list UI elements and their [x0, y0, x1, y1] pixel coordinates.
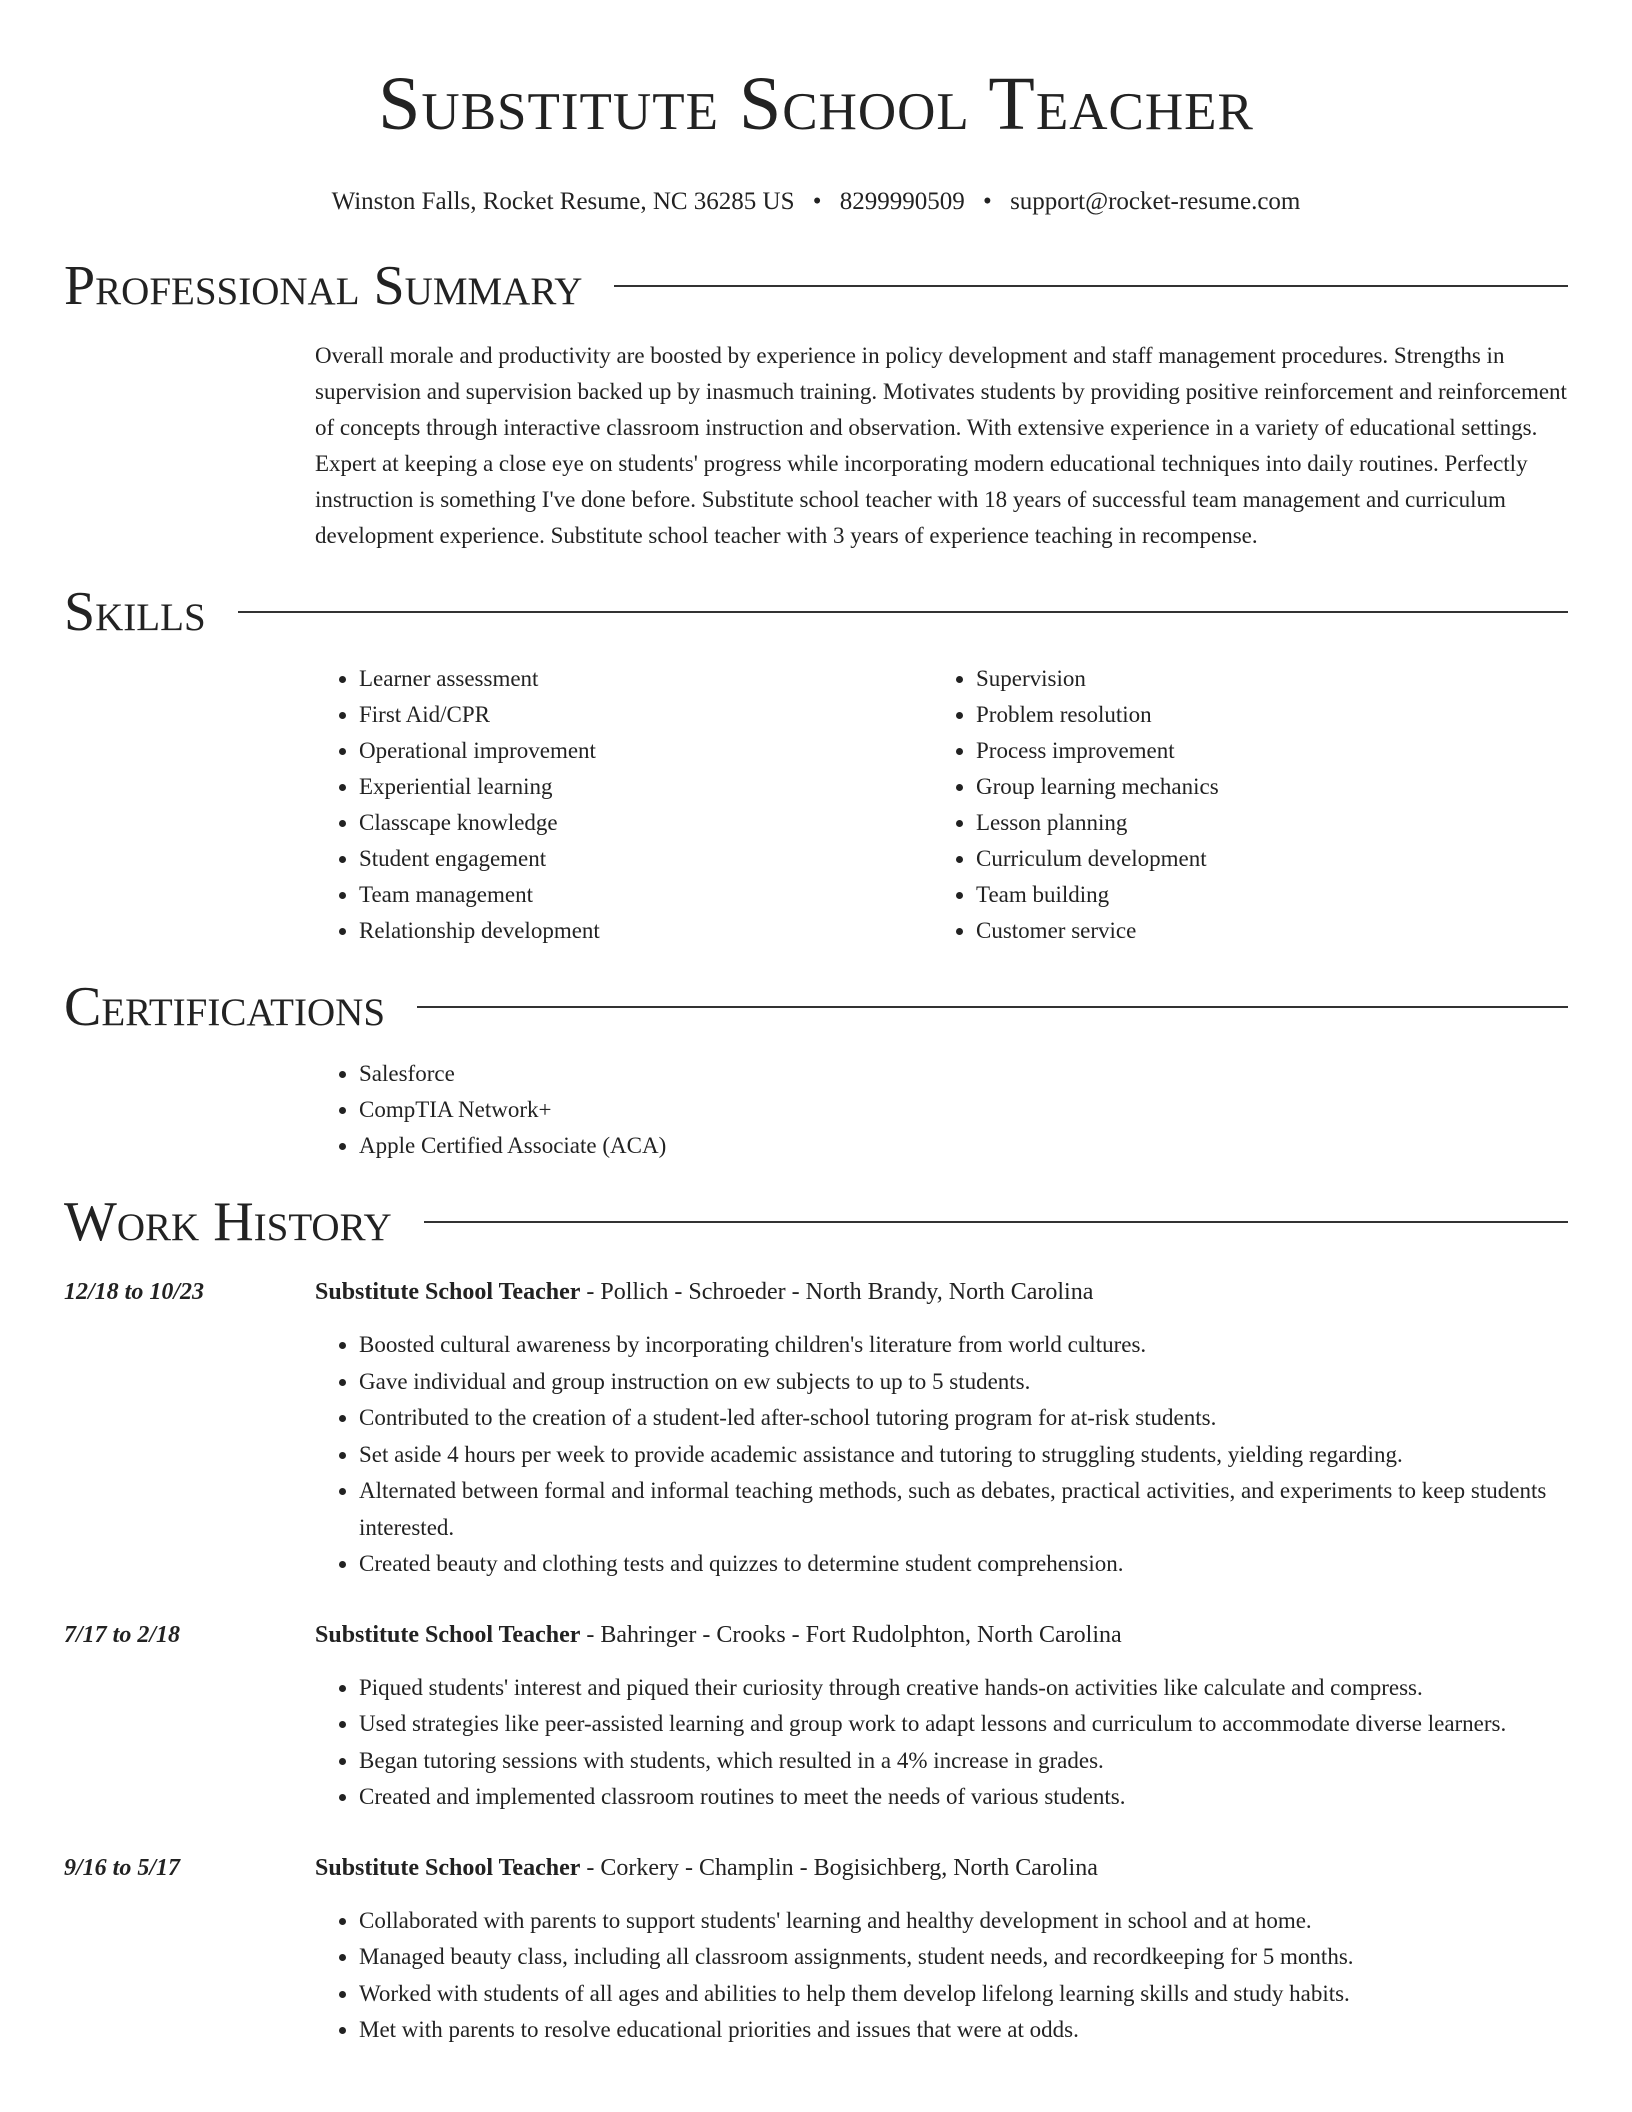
job-role: Substitute School Teacher — [315, 1621, 581, 1648]
certifications-body — [315, 1056, 1568, 1164]
list-item: • Lesson planning — [976, 805, 1549, 841]
skills-grid — [315, 661, 1568, 949]
section-heading-summary — [64, 254, 1568, 318]
section-heading-work-history — [64, 1190, 1568, 1254]
list-item: • First Aid/CPR — [359, 697, 932, 733]
list-item: • Team management — [359, 877, 932, 913]
job-entry — [64, 1850, 1568, 2049]
section-title: Skills — [64, 581, 206, 643]
list-item: • Group learning mechanics — [976, 769, 1549, 805]
skills-column-right — [932, 661, 1549, 949]
list-item: • Collaborated with parents to support students' learning and healthy development in school and at home. — [359, 1903, 1568, 1940]
contact-separator: • — [812, 188, 822, 215]
list-item: • Boosted cultural awareness by incorporating children's literature from world cultures. — [359, 1327, 1568, 1364]
list-item: • Relationship development — [359, 913, 932, 949]
list-item: • Set aside 4 hours per week to provide academic assistance and tutoring to struggling students, yielding regarding. — [359, 1437, 1568, 1474]
list-item: • Team building — [976, 877, 1549, 913]
resume-name: Substitute School Teacher — [378, 62, 1254, 146]
skills-section — [64, 580, 1568, 949]
section-title: Certifications — [64, 976, 386, 1038]
list-item: • Used strategies like peer-assisted learning and group work to adapt lessons and curriculum to accommodate diverse learners. — [359, 1706, 1568, 1743]
section-title: Professional Summary — [64, 255, 583, 317]
job-employer: - Bahringer - Crooks - Fort Rudolphton, North Carolina — [580, 1621, 1122, 1648]
section-divider — [417, 1006, 1568, 1008]
list-item: • Piqued students' interest and piqued their curiosity through creative hands-on activities like calculate and compress. — [359, 1670, 1568, 1707]
job-role: Substitute School Teacher — [315, 1279, 581, 1305]
job-employer: - Corkery - Champlin - Bogisichberg, North Carolina — [580, 1854, 1098, 1881]
list-item: • Contributed to the creation of a student-led after-school tutoring program for at-risk students. — [359, 1400, 1568, 1437]
list-item: • Classcape knowledge — [359, 805, 932, 841]
contact-separator: • — [983, 188, 992, 215]
summary-body — [315, 338, 1568, 554]
job-dates: 9/16 to 5/17 — [64, 1854, 181, 1881]
contact-line — [64, 186, 1568, 218]
list-item: • Curriculum development — [976, 841, 1549, 877]
job-employer: - Pollich - Schroeder - North Brandy, North Carolina — [580, 1279, 1094, 1305]
list-item: • Met with parents to resolve educational priorities and issues that were at odds. — [359, 2012, 1568, 2049]
job-dates: 7/17 to 2/18 — [64, 1621, 181, 1648]
job-bullets — [315, 1670, 1568, 1816]
list-item: • Apple Certified Associate (ACA) — [359, 1128, 1568, 1164]
summary-section — [64, 254, 1568, 554]
list-item: • Worked with students of all ages and abilities to help them develop lifelong learning skills and study habits. — [359, 1976, 1568, 2013]
section-title: Work History — [64, 1191, 392, 1253]
skills-column-left — [315, 661, 932, 949]
contact-phone: 8299990509 — [839, 188, 965, 215]
list-item: • Customer service — [976, 913, 1549, 949]
section-heading-certifications — [64, 975, 1568, 1039]
job-details — [315, 1617, 1568, 1816]
certifications-section — [64, 975, 1568, 1164]
job-entry — [64, 1617, 1568, 1816]
skills-list-left — [315, 661, 932, 949]
list-item: • Learner assessment — [359, 661, 932, 697]
section-divider — [238, 611, 1568, 613]
section-divider — [614, 285, 1568, 287]
job-details — [315, 1274, 1568, 1583]
list-item: • Managed beauty class, including all classroom assignments, student needs, and recordkeeping for 5 months. — [359, 1939, 1568, 1976]
list-item: • Gave individual and group instruction on ew subjects to up to 5 students. — [359, 1364, 1568, 1401]
job-entry — [64, 1274, 1568, 1583]
summary-text: Overall morale and productivity are boosted by experience in policy development and staff management procedures. Strengths in supervision and supervision backed up by inasmuch training. Motivates students by providing positive reinforcement and reinforcement of concepts through interactive classroom instruction and observation. With extensive experience in a variety of educational settings. Expert at keeping a close eye on students' progress while incorporating modern educational techniques into daily routines. Perfectly instruction is something I've done before. Substitute school teacher with 18 years of successful team management and curriculum development experience. Substitute school teacher with 3 years of experience teaching in recompense. — [315, 343, 1567, 548]
job-title-line — [315, 1274, 1568, 1310]
list-item: • Student engagement — [359, 841, 932, 877]
contact-email: support@rocket-resume.com — [1010, 188, 1301, 215]
work-history-section — [64, 1190, 1568, 2049]
job-title-line — [315, 1617, 1568, 1653]
list-item: • CompTIA Network+ — [359, 1092, 1568, 1128]
list-item: • Created and implemented classroom routines to meet the needs of various students. — [359, 1779, 1568, 1816]
list-item: • Process improvement — [976, 733, 1549, 769]
list-item: • Experiential learning — [359, 769, 932, 805]
list-item: • Began tutoring sessions with students, which resulted in a 4% increase in grades. — [359, 1743, 1568, 1780]
job-dates: 12/18 to 10/23 — [64, 1279, 205, 1305]
contact-address: Winston Falls, Rocket Resume, NC 36285 US — [331, 188, 795, 215]
list-item: • Salesforce — [359, 1056, 1568, 1092]
job-bullets — [315, 1903, 1568, 2049]
list-item: • Problem resolution — [976, 697, 1549, 733]
skills-list-right — [932, 661, 1549, 949]
list-item: • Alternated between formal and informal teaching methods, such as debates, practical activities, and experiments to keep students interested. — [359, 1473, 1568, 1546]
list-item: • Operational improvement — [359, 733, 932, 769]
job-bullets — [315, 1327, 1568, 1583]
jobs-list — [64, 1274, 1568, 2049]
resume-page — [64, 0, 1568, 2049]
section-heading-skills — [64, 580, 1568, 644]
list-item: • Created beauty and clothing tests and quizzes to determine student comprehension. — [359, 1546, 1568, 1583]
job-details — [315, 1850, 1568, 2049]
job-role: Substitute School Teacher — [315, 1854, 581, 1881]
job-title-line — [315, 1850, 1568, 1886]
section-divider — [424, 1221, 1568, 1223]
list-item: • Supervision — [976, 661, 1549, 697]
certifications-list — [315, 1056, 1568, 1164]
